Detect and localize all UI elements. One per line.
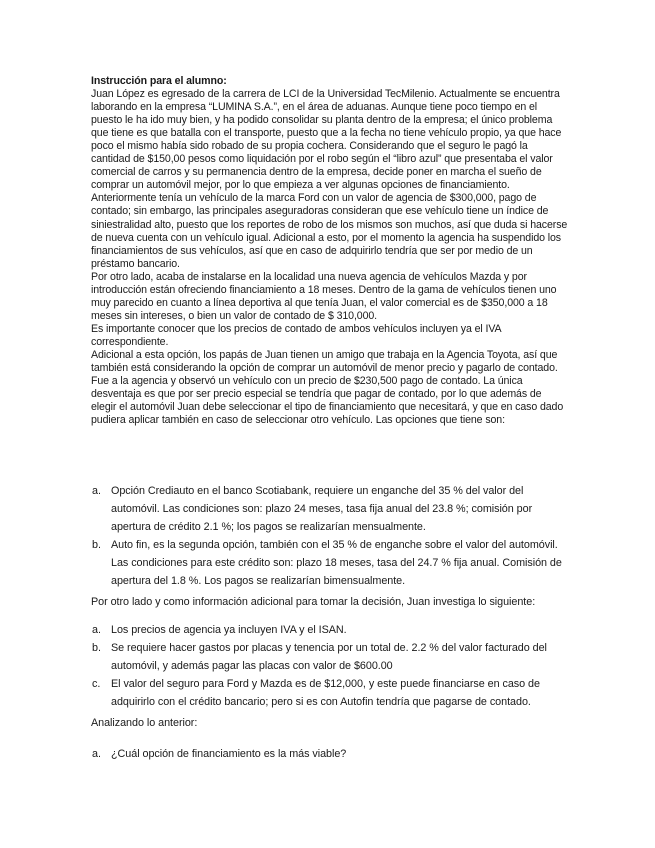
case-paragraph-5: Adicional a esta opción, los papás de Juan tienen un amigo que trabaja en la Agencia Toyota, así que también está considerando la opción de comprar un automóvil de menor precio y pagarlo de contado. Fue a la agencia y observó un vehículo con un precio de $230,500 pago de contado. La única desventaja es que por ser precio especial se tendría que pagar de contado, por lo que además de elegir el automóvil Juan debe seleccionar el tipo de financiamiento que necesitará, y que en caso dado pudiera aplicar también en caso de seleccionar otro vehículo. Las opciones que tiene son:: [91, 348, 564, 427]
case-paragraph-2: Anteriormente tenía un vehículo de la marca Ford con un valor de agencia de $300,000, pago de contado; sin embargo, las principales aseguradoras consideran que ese vehículo tiene un índice de siniestralidad alto, puesto que los reportes de robo de los mismos son muchos, así que duda si hacerse de nueva cuenta con un vehículo igual. Adicional a esto, por el momento la agencia ha suspendido los financiamientos de sus vehículos, así que en caso de adquirirlo tendría que ser por medio de un préstamo bancario.: [91, 192, 568, 270]
list-marker: c.: [92, 678, 101, 690]
case-paragraph-3: Por otro lado, acaba de instalarse en la localidad una nueva agencia de vehículos Mazda y por introducción están ofreciendo financiamiento a 18 meses. Dentro de la gama de vehículos tienen uno muy parecido en cuanto a línea deportiva al que tenía Juan, el valor comercial es de $350,000 a 18 meses sin intereses, o bien un valor de contado de $ 310,000.: [91, 270, 557, 322]
list-item: [91, 621, 571, 639]
list-item: [91, 536, 571, 590]
list-item: [91, 482, 571, 536]
list-marker: a.: [92, 748, 101, 760]
question-text: ¿Cuál opción de financiamiento es la más viable?: [111, 748, 347, 760]
list-item: [91, 745, 571, 763]
list-marker: b.: [92, 642, 101, 654]
option-text-crediauto: Opción Crediauto en el banco Scotiabank, requiere un enganche del 35 % del valor del automóvil. Las condiciones son: plazo 24 meses, tasa fija anual del 23.8 %; comisión por apertura de crédito 2.1 %; los pagos se realizarían mensualmente.: [111, 485, 533, 533]
additional-info-intro: Por otro lado y como información adicional para tomar la decisión, Juan investiga lo siguiente:: [91, 596, 536, 608]
info-text-plates: Se requiere hacer gastos por placas y tenencia por un total de. 2.2 % del valor facturado del automóvil, y además pagar las placas con valor de $600.00: [111, 642, 547, 672]
instructions-section: [91, 75, 569, 427]
info-text-insurance: El valor del seguro para Ford y Mazda es de $12,000, y este puede financiarse en caso de adquirirlo con el crédito bancario; pero si es con Autofin tendría que pagarse de contado.: [111, 678, 540, 708]
list-item: [91, 639, 571, 675]
questions-list: [91, 745, 571, 763]
info-text-prices: Los precios de agencia ya incluyen IVA y el ISAN.: [111, 624, 347, 636]
financing-options-list: [91, 482, 571, 590]
additional-info-section: [91, 593, 571, 611]
analysis-intro: Analizando lo anterior:: [91, 717, 198, 729]
additional-info-list: [91, 621, 571, 711]
option-text-autofin: Auto fin, es la segunda opción, también con el 35 % de enganche sobre el valor del automóvil. Las condiciones para este crédito son: plazo 18 meses, tasa del 24.7 % fija anual. Comisión de apertura del 1.8 %. Los pagos se realizarían bimensualmente.: [111, 539, 562, 587]
analysis-section: [91, 714, 571, 732]
list-marker: a.: [92, 485, 101, 497]
instructions-heading: Instrucción para el alumno:: [91, 75, 227, 87]
list-marker: a.: [92, 624, 101, 636]
list-marker: b.: [92, 539, 101, 551]
case-paragraph-1: Juan López es egresado de la carrera de LCI de la Universidad TecMilenio. Actualmente se encuentra laborando en la empresa “LUMINA S.A.”, en el área de aduanas. Aunque tiene poco tiempo en el puesto le ha ido muy bien, y ha podido consolidar su planta dentro de la empresa; el único problema que tiene es que batalla con el transporte, puesto que a la fecha no tiene vehículo propio, ya que hace poco el mismo había sido robado de su propia cochera. Considerando que el seguro le pagó la cantidad de $150,00 pesos como liquidación por el robo según el “libro azul” que presentaba el valor comercial de carros y su permanencia dentro de la empresa, decide poner en marcha el sueño de comprar un automóvil mejor, por lo que empieza a ver algunas opciones de financiamiento.: [91, 88, 562, 192]
case-paragraph-4: Es importante conocer que los precios de contado de ambos vehículos incluyen ya el IVA correspondiente.: [91, 322, 501, 348]
list-item: [91, 675, 571, 711]
